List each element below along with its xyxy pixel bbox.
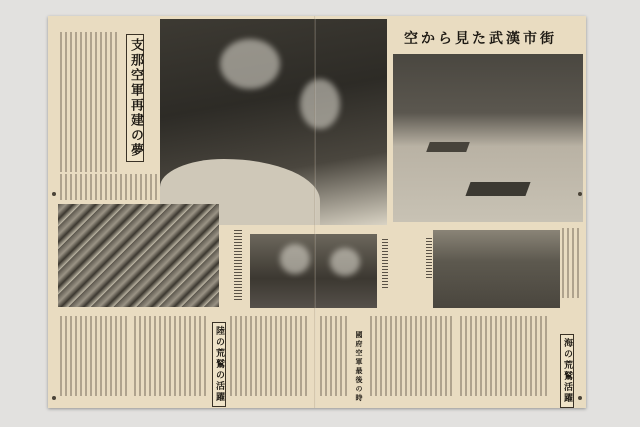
article-text-bottom-2 xyxy=(134,316,206,396)
article-text-bottom-6 xyxy=(460,316,550,396)
article-title-left: 支那空軍再建の夢 xyxy=(126,34,144,162)
aerial-photo-city-burning xyxy=(160,19,387,225)
aerial-photo-town xyxy=(58,204,219,307)
smoke-plume xyxy=(330,248,360,276)
article-text-right-side xyxy=(562,228,582,298)
article-text-bottom-4 xyxy=(320,316,350,396)
article-title-bottom-middle: 國府空軍最後の時 xyxy=(355,331,364,403)
magazine-spread xyxy=(48,16,586,408)
smoke-plume xyxy=(300,79,340,129)
binding-hole xyxy=(578,396,582,400)
binding-hole xyxy=(578,192,582,196)
aerial-photo-airfield xyxy=(433,230,560,308)
ships-cluster xyxy=(465,182,530,196)
binding-hole xyxy=(52,192,56,196)
aerial-photo-harbour xyxy=(393,54,583,222)
photo-caption xyxy=(426,238,432,278)
article-text-bottom-3 xyxy=(230,316,310,396)
center-fold xyxy=(314,16,316,408)
photo-caption xyxy=(382,238,388,288)
ships-cluster xyxy=(426,142,470,152)
article-text-left-mid xyxy=(60,174,158,200)
article-title-bottom-left: 陸の荒鷲の活躍 xyxy=(212,322,226,407)
photo-caption xyxy=(234,230,242,300)
smoke-plume xyxy=(220,39,280,89)
article-text-bottom-5 xyxy=(370,316,454,396)
article-title-right: 空から見た武漢市街 xyxy=(404,31,557,47)
article-text-bottom-1 xyxy=(60,316,130,396)
binding-hole xyxy=(52,396,56,400)
article-text-left-top xyxy=(60,32,120,172)
smoke-plume xyxy=(280,244,310,274)
article-title-bottom-right: 海の荒鷲活躍 xyxy=(560,334,574,408)
